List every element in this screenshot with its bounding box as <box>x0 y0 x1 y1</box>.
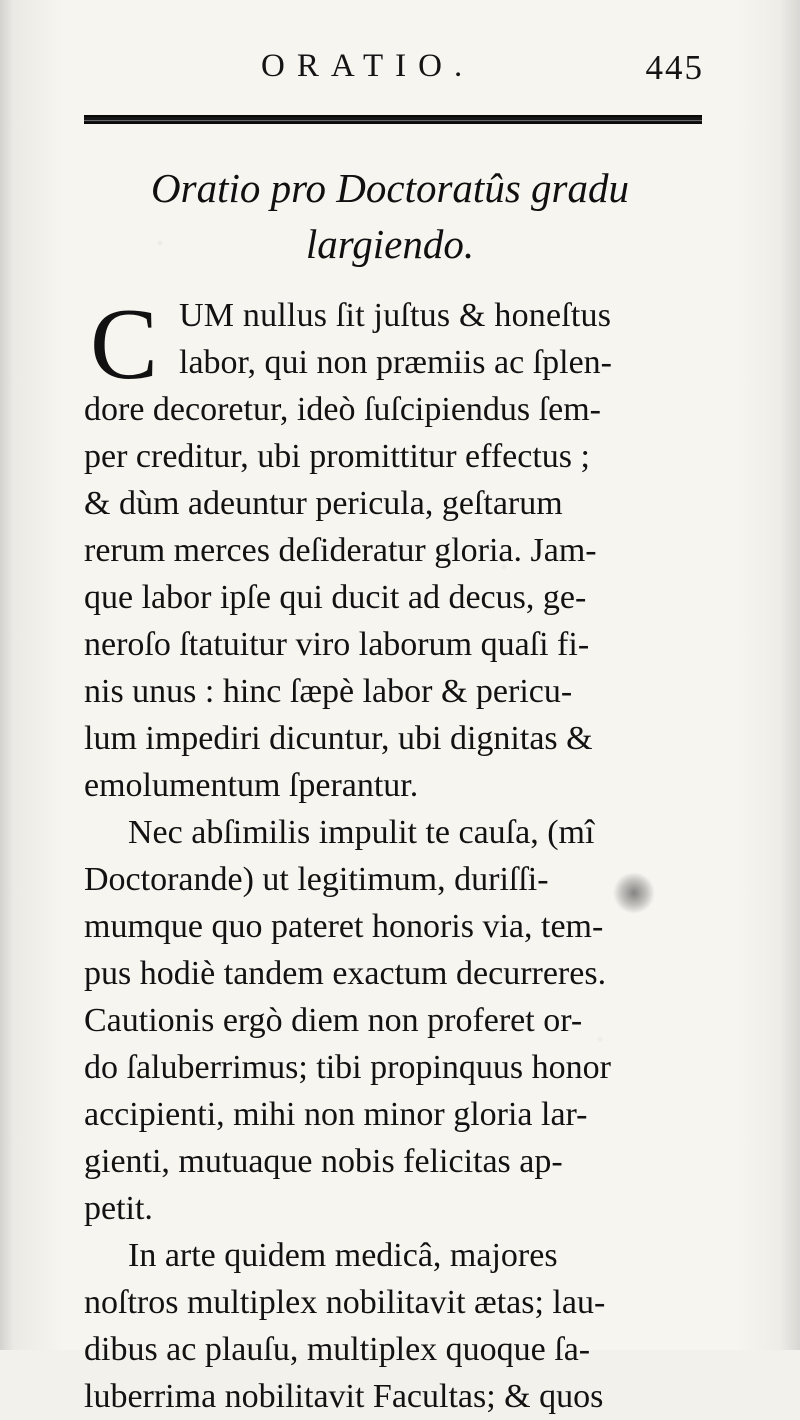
page-number: 445 <box>645 48 704 87</box>
text-line: nis unus : hinc ſæpè labor & pericu- <box>84 673 573 710</box>
page-header <box>84 48 704 98</box>
text-line: rerum merces deſideratur gloria. Jam- <box>84 532 597 569</box>
running-head: ORATIO. <box>261 48 475 84</box>
text-line: noſtros multiplex nobilitavit ætas; lau- <box>84 1284 606 1321</box>
text-line: accipienti, mihi non minor gloria lar- <box>84 1096 588 1133</box>
title-line-1: Oratio pro Doctoratûs gradu <box>151 165 629 211</box>
text-line: pus hodiè tandem exactum decurreres. <box>84 955 607 992</box>
text-line: neroſo ſtatuitur viro laborum quaſi fi- <box>84 626 590 663</box>
right-page-shadow <box>780 0 800 1350</box>
text-line: luberrima nobilitavit Facultas; & quos <box>84 1378 604 1415</box>
text-line: emolumentum ſperantur. <box>84 767 419 804</box>
text-line: petit. <box>84 1190 153 1227</box>
body-text <box>84 288 709 1420</box>
text-line: do ſaluberrimus; tibi propinquus honor <box>84 1049 611 1086</box>
text-line: que labor ipſe qui ducit ad decus, ge- <box>84 579 587 616</box>
paragraph-1 <box>84 288 709 809</box>
text-line: per creditur, ubi promittitur effectus ; <box>84 438 590 475</box>
text-line: mumque quo pateret honoris via, tem- <box>84 908 604 945</box>
text-line: dore decoretur, ideò ſuſcipiendus ſem- <box>84 391 601 428</box>
text-line: Cautionis ergò diem non proferet or- <box>84 1002 583 1039</box>
text-line: gienti, mutuaque nobis felicitas ap- <box>84 1143 563 1180</box>
text-line: labor, qui non præmiis ac ſplen- <box>179 344 613 381</box>
paragraph-2 <box>84 809 709 1232</box>
text-line: Doctorande) ut legitimum, duriſſi- <box>84 861 549 898</box>
text-line: lum impediri dicuntur, ubi dignitas & <box>84 720 593 757</box>
text-line: & dùm adeuntur pericula, geſtarum <box>84 485 563 522</box>
section-title <box>120 160 660 272</box>
text-line: Nec abſimilis impulit te cauſa, (mî <box>128 814 595 851</box>
title-line-2: largiendo. <box>305 221 475 267</box>
text-line: UM nullus ſit juſtus & honeſtus <box>179 297 612 334</box>
text-line: dibus ac plauſu, multiplex quoque ſa- <box>84 1331 591 1368</box>
paragraph-3 <box>84 1232 709 1420</box>
drop-cap: C <box>90 288 159 401</box>
text-line: In arte quidem medicâ, majores <box>128 1237 558 1274</box>
ink-smudge <box>613 873 655 913</box>
header-rule <box>84 115 702 124</box>
left-page-shadow <box>0 0 14 1350</box>
